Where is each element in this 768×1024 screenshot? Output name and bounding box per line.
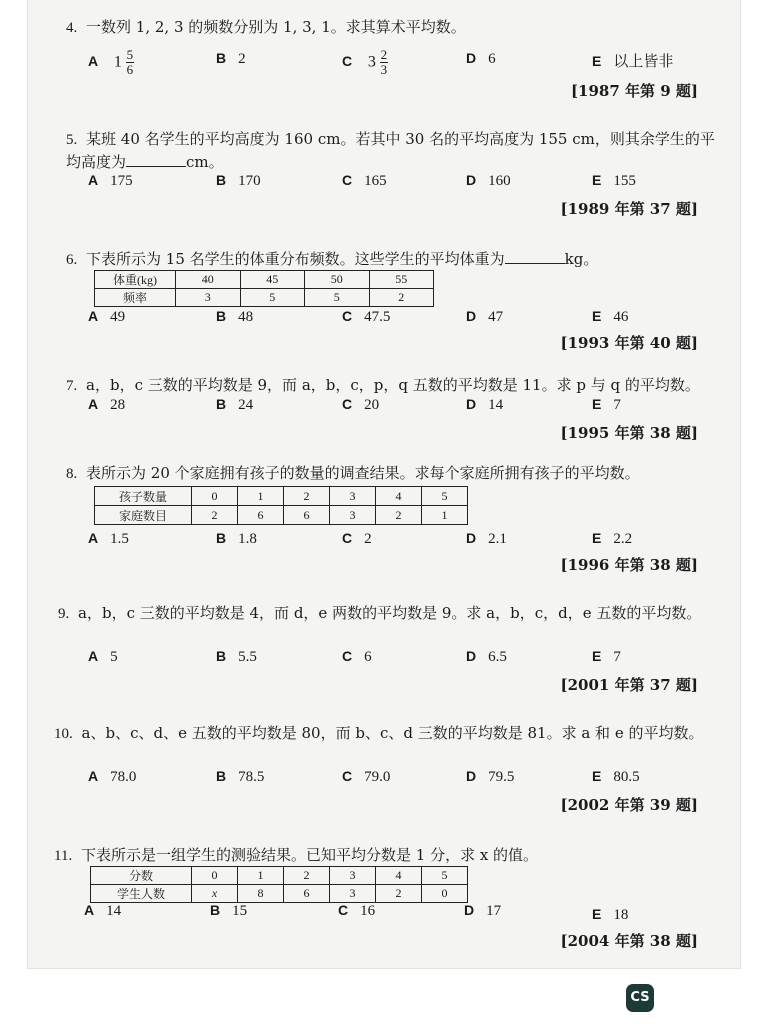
- weight-frequency-table: [94, 270, 434, 307]
- table-row: 学生人数 x 8 6 3 2 0: [91, 885, 468, 903]
- option-b: B 170: [216, 172, 261, 189]
- options-row: [88, 308, 728, 332]
- question-number: 4.: [66, 20, 78, 36]
- option-a: A 175: [88, 172, 133, 189]
- option-e: E 18: [592, 906, 629, 923]
- option-a: A 1 $\frac{5}{6}$: [88, 47, 134, 77]
- camscanner-logo-icon: CS: [626, 984, 654, 1012]
- option-e: E 80.5: [592, 768, 640, 785]
- question-text: a，b，c 三数的平均数是 9，而 a，b，c，p，q 五数的平均数是 11。求 p 与 q 的平均数。: [86, 376, 700, 394]
- source-citation: [2004 年第 38 题]: [560, 932, 698, 950]
- exam-page: [28, 0, 740, 968]
- question-text: 表所示为 20 个家庭拥有孩子的数量的调查结果。求每个家庭所拥有孩子的平均数。: [86, 464, 640, 482]
- question-number: 10.: [54, 726, 73, 742]
- question-text: a，b，c 三数的平均数是 4，而 d，e 两数的平均数是 9。求 a，b，c，d，e 五数的平均数。: [78, 604, 702, 622]
- question-stem: [66, 374, 716, 397]
- option-e: E 7: [592, 648, 621, 665]
- option-a: A 14: [84, 902, 122, 919]
- option-d: D 79.5: [466, 768, 515, 785]
- question-number: 8.: [66, 466, 78, 482]
- option-c: C 165: [342, 172, 387, 189]
- options-row: [88, 530, 728, 554]
- source-citation: [2001 年第 37 题]: [560, 676, 698, 694]
- option-d: D 6: [466, 50, 496, 67]
- option-d: D 14: [466, 396, 504, 413]
- option-d: D 6.5: [466, 648, 507, 665]
- option-c: C 47.5: [342, 308, 391, 325]
- question-number: 7.: [66, 378, 78, 394]
- table-row: 孩子数量 0 1 2 3 4 5: [95, 487, 468, 506]
- option-b: B 78.5: [216, 768, 265, 785]
- option-d: D 47: [466, 308, 504, 325]
- option-e: E 7: [592, 396, 621, 413]
- option-b: B 2: [216, 50, 246, 67]
- question-text: a、b、c、d、e 五数的平均数是 80，而 b、c、d 三数的平均数是 81。求 a 和 e 的平均数。: [81, 724, 704, 742]
- option-c: C 3 $\frac{2}{3}$: [342, 47, 388, 77]
- fraction: $\frac{5}{6}$: [126, 47, 134, 77]
- answer-blank: [505, 249, 565, 264]
- options-row: [88, 172, 728, 196]
- source-citation: [1996 年第 38 题]: [560, 556, 698, 574]
- question-stem: [66, 462, 716, 485]
- option-a: A 28: [88, 396, 126, 413]
- option-c: C 6: [342, 648, 372, 665]
- question-number: 5.: [66, 132, 78, 148]
- option-e: E 155: [592, 172, 636, 189]
- test-score-table: [90, 866, 468, 903]
- option-c: C 20: [342, 396, 380, 413]
- source-citation: [1995 年第 38 题]: [560, 424, 698, 442]
- option-e: E 2.2: [592, 530, 633, 547]
- question-number: 11.: [54, 848, 73, 864]
- option-b: B 48: [216, 308, 254, 325]
- table-row: 分数 0 1 2 3 4 5: [91, 867, 468, 885]
- option-e: E 以上皆非: [592, 53, 674, 70]
- option-c: C 2: [342, 530, 372, 547]
- options-row: [88, 768, 728, 792]
- option-d: D 17: [464, 902, 502, 919]
- option-a: A 5: [88, 648, 118, 665]
- table-row: 家庭数目 2 6 6 3 2 1: [95, 506, 468, 525]
- question-text: 下表所示为 15 名学生的体重分布频数。这些学生的平均体重为: [86, 250, 505, 268]
- question-stem: [58, 602, 720, 625]
- question-text: 某班 40 名学生的平均高度为 160 cm。若其中 30 名的平均高度为 155 cm，则其余学生的平均高度为: [66, 130, 715, 171]
- option-c: C 79.0: [342, 768, 391, 785]
- question-number: 6.: [66, 252, 78, 268]
- question-stem: [66, 16, 716, 39]
- question-number: 9.: [58, 606, 70, 622]
- source-citation: [2002 年第 39 题]: [560, 796, 698, 814]
- option-e: E 46: [592, 308, 629, 325]
- option-a: A 1.5: [88, 530, 129, 547]
- question-stem: [54, 844, 720, 867]
- question-text: 一数列 1, 2, 3 的频数分别为 1, 3, 1。求其算术平均数。: [86, 18, 466, 36]
- table-row: 体重(kg) 40 45 50 55: [95, 271, 434, 289]
- question-stem: 5. 某班 40 名学生的平均高度为 160 cm。若其中 30 名的平均高度为 155 cm，则其余学生的平均高度为 cm。: [66, 130, 715, 171]
- question-stem: 6. 下表所示为 15 名学生的体重分布频数。这些学生的平均体重为 kg。: [66, 250, 599, 268]
- source-citation: [1987 年第 9 题]: [570, 82, 698, 100]
- children-count-table: [94, 486, 468, 525]
- option-d: D 160: [466, 172, 511, 189]
- option-b: B 15: [210, 902, 248, 919]
- options-row: [88, 648, 728, 672]
- option-b: B 24: [216, 396, 254, 413]
- option-b: B 1.8: [216, 530, 257, 547]
- option-a: A 49: [88, 308, 126, 325]
- option-a: A 78.0: [88, 768, 137, 785]
- option-c: C 16: [338, 902, 376, 919]
- options-row: [84, 902, 724, 926]
- table-row: 频率 3 5 5 2: [95, 289, 434, 307]
- option-d: D 2.1: [466, 530, 507, 547]
- question-stem: [54, 722, 720, 745]
- options-row: [88, 396, 728, 420]
- source-citation: [1993 年第 40 题]: [560, 334, 698, 352]
- option-b: B 5.5: [216, 648, 257, 665]
- source-citation: [1989 年第 37 题]: [560, 200, 698, 218]
- question-text: 下表所示是一组学生的测验结果。已知平均分数是 1 分，求 x 的值。: [80, 846, 539, 864]
- fraction: $\frac{2}{3}$: [380, 47, 388, 77]
- answer-blank: [126, 152, 186, 167]
